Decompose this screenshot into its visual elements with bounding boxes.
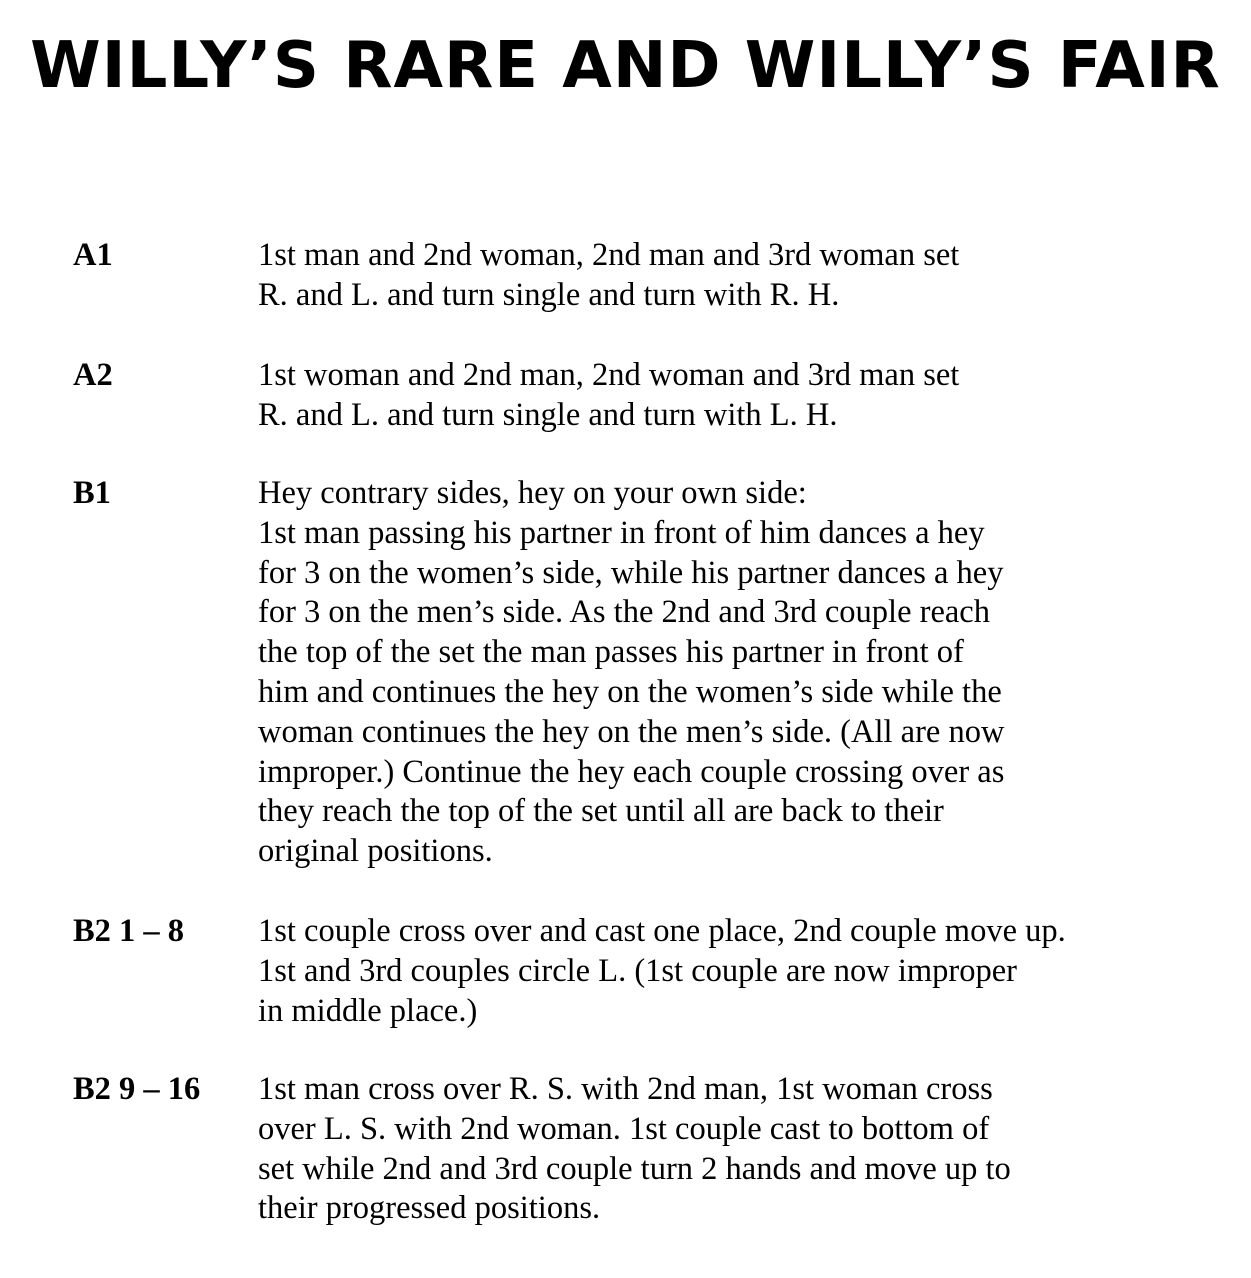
instruction-line: in middle place.) (258, 992, 478, 1029)
figure-label: B1 (73, 475, 111, 511)
figure-label: A2 (73, 357, 113, 393)
figure-instructions (258, 356, 1233, 436)
instruction-line: 1st couple cross over and cast one place, 2nd couple move up. (258, 913, 1066, 949)
instruction-line: R. and L. and turn single and turn with R. H. (258, 276, 840, 313)
instruction-line: him and continues the hey on the women’s side while the (258, 673, 1002, 710)
instruction-line: the top of the set the man passes his partner in front of (258, 634, 964, 671)
figure-instructions (258, 474, 1233, 872)
instruction-line: over L. S. with 2nd woman. 1st couple cast to bottom of (258, 1110, 990, 1147)
instruction-line: original positions. (258, 833, 493, 870)
figure-instructions (258, 236, 1233, 316)
instruction-line: for 3 on the women’s side, while his partner dances a hey (258, 554, 1004, 591)
figure-instructions (258, 912, 1233, 1031)
instruction-line: their progressed positions. (258, 1190, 601, 1227)
page-title: WILLY’S RARE AND WILLY’S FAIR (30, 29, 1221, 103)
instruction-line: Hey contrary sides, hey on your own side: (258, 475, 807, 511)
instruction-line: they reach the top of the set until all are back to their (258, 793, 944, 830)
instruction-line: set while 2nd and 3rd couple turn 2 hands and move up to (258, 1150, 1011, 1187)
figure-label: B2 1 – 8 (73, 913, 185, 949)
instruction-line: 1st man cross over R. S. with 2nd man, 1st woman cross (258, 1071, 993, 1107)
instruction-line: for 3 on the men’s side. As the 2nd and 3rd couple reach (258, 594, 990, 631)
figure-label: B2 9 – 16 (73, 1071, 201, 1107)
instruction-line: 1st man passing his partner in front of him dances a hey (258, 514, 985, 551)
instruction-line: 1st man and 2nd woman, 2nd man and 3rd woman set (258, 237, 960, 273)
figure-instructions (258, 1070, 1233, 1229)
instruction-line: improper.) Continue the hey each couple crossing over as (258, 753, 1005, 790)
instruction-line: R. and L. and turn single and turn with L. H. (258, 396, 838, 433)
figure-label: A1 (73, 237, 113, 273)
instruction-line: 1st and 3rd couples circle L. (1st couple are now improper (258, 952, 1017, 989)
instruction-line: woman continues the hey on the men’s side. (All are now (258, 713, 1005, 750)
instruction-line: 1st woman and 2nd man, 2nd woman and 3rd man set (258, 357, 960, 393)
